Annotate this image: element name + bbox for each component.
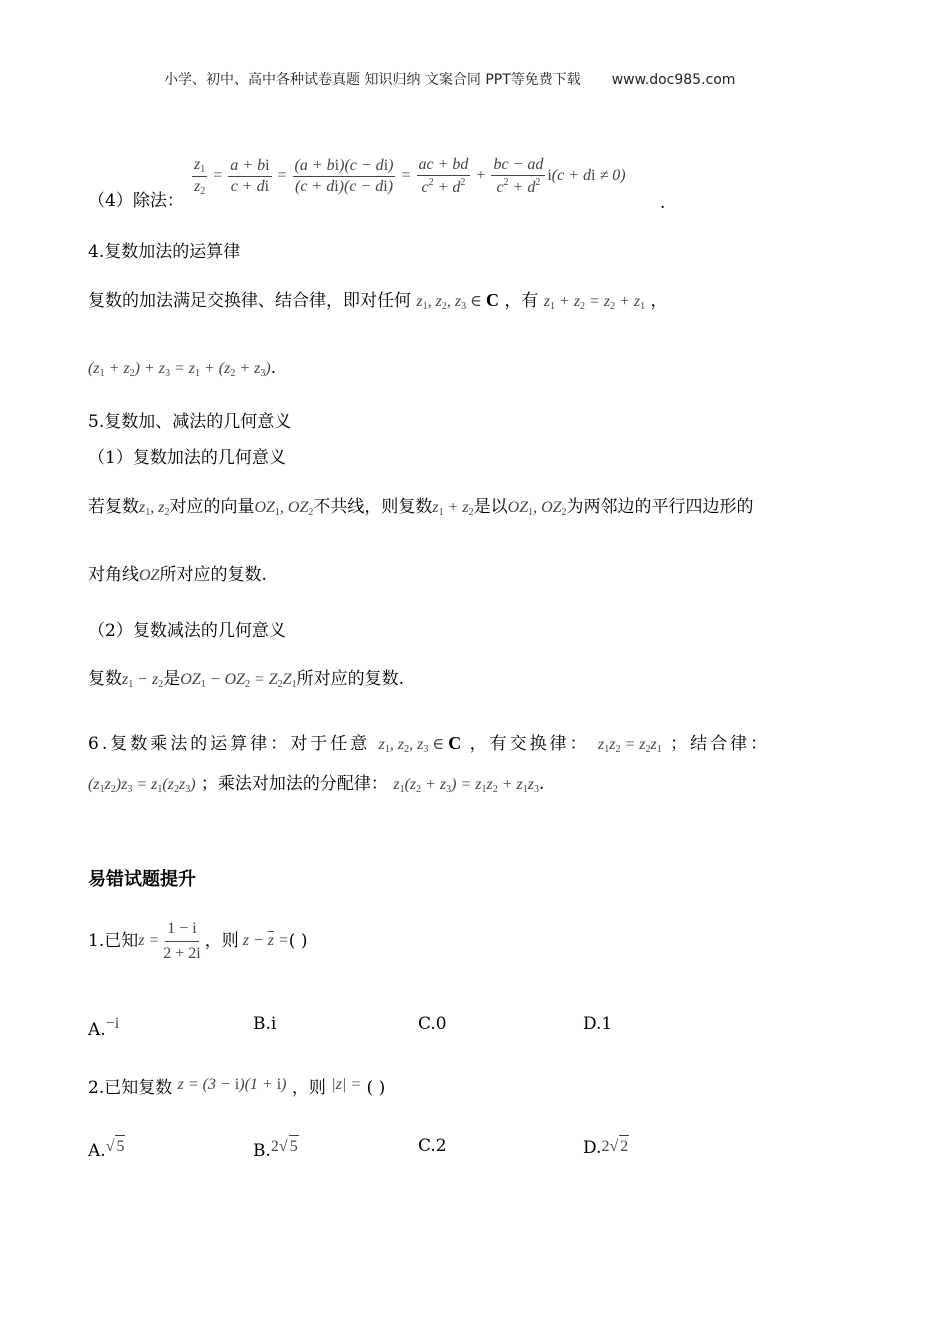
sec4-line2: $(z_1 + z_2) + z_3 = z_1 + (z_2 + z_3)$. <box>88 358 277 379</box>
header-url[interactable]: www.doc985.com <box>611 72 736 88</box>
q2-option-c[interactable]: C.2 <box>418 1136 447 1156</box>
division-formula: $\frac{z_1}{z_2}$ = $\frac{a + bi}{c + di}$ = $\frac{(a + bi)(c - di)}{(c + di)(c - di)}$ = $\frac{ac + bd}{c^2 + d^2}$ + $\frac{bc - ad}{c^2 + d^2}$ i(c + di ≠ 0) <box>194 155 626 197</box>
q2-option-b[interactable]: B.2√ 5 <box>253 1135 299 1162</box>
sec5-sub1: （1）复数加法的几何意义 <box>88 448 286 468</box>
header-title: 小学、初中、高中各种试卷真题 知识归纳 文案合同 PPT等免费下载 <box>164 72 581 88</box>
sec6-line1: 6.复数乘法的运算律：对于任意 $z_1$, $z_2$, $z_3$ ∈ C ，有交换律： $z_1z_2 = z_2z_1$ ；结合律： <box>88 733 771 755</box>
sec5-para3: 复数$z_1 - z_2$是$OZ_1 - OZ_2 = Z_2Z_1$所对应的复数. <box>88 669 404 690</box>
sec5-para1: 若复数$z_1$, $z_2$对应的向量$OZ_1$, $OZ_2$不共线，则复数$z_1 + z_2$是以$OZ_1$, $OZ_2$为两邻边的平行四边形的 <box>88 497 754 518</box>
page-header <box>164 69 735 89</box>
q1-option-d[interactable]: D.1 <box>583 1014 613 1034</box>
sec4-title: 4.复数加法的运算律 <box>88 242 241 262</box>
q2-option-a[interactable]: A.√ 5 <box>88 1135 125 1162</box>
division-label: （4）除法： <box>88 191 184 211</box>
q1-option-c[interactable]: C.0 <box>418 1014 447 1034</box>
sec5-sub2: （2）复数减法的几何意义 <box>88 621 286 641</box>
q2-stem: 2.已知复数 z = (3 − i)(1 + i) ，则 |z| = ( ) <box>88 1076 386 1098</box>
q1-option-b[interactable]: B.i <box>253 1014 277 1034</box>
sec5-para2: 对角线OZ所对应的复数. <box>88 565 267 585</box>
sec5-title: 5.复数加、减法的几何意义 <box>88 412 292 432</box>
sec6-line2: $(z_1z_2)z_3 = z_1(z_2z_3)$ ；乘法对加法的分配律： $z_1(z_2 + z_3) = z_1z_2 + z_1z_3$. <box>88 774 545 795</box>
sec4-line1: 复数的加法满足交换律、结合律，即对任何 $z_1$, $z_2$, $z_3$ ∈ C ，有 $z_1 + z_2 = z_2 + z_1$ ， <box>88 290 668 312</box>
q1-stem: 1.已知 z = $\frac{1 - i}{2 + 2i}$ ，则 $z - \overline{z}$ = ( ) <box>88 919 308 962</box>
q1-option-a[interactable]: A.−i <box>88 1015 120 1040</box>
division-end-dot: . <box>660 193 666 213</box>
practice-heading: 易错试题提升 <box>88 869 196 890</box>
q2-option-d[interactable]: D.2√ 2 <box>583 1135 629 1159</box>
